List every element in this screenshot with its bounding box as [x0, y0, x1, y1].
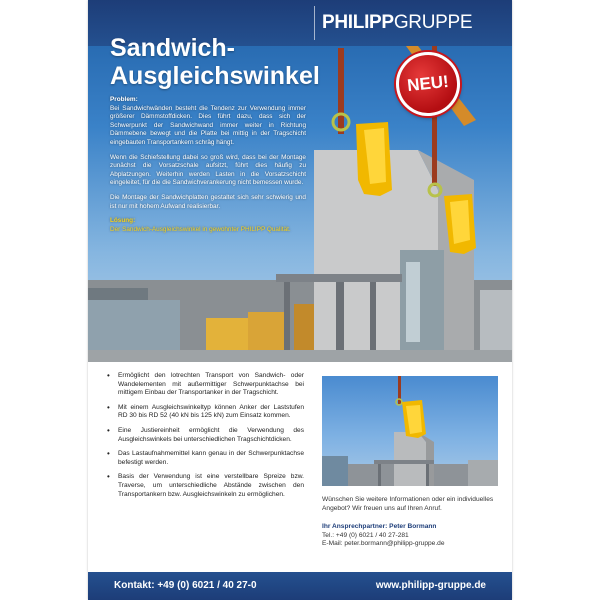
feature-item: • Mit einem Ausgleichswinkeltyp können Anker der Laststufen RD 30 bis RD 52 (40 kN bis 125 kN) zum Einsatz kommen. — [104, 404, 304, 421]
brand-logo[interactable] — [322, 12, 472, 34]
product-photo — [322, 376, 498, 486]
title-line-1: Sandwich- — [110, 34, 236, 62]
contact-phone[interactable]: Tel.: +49 (0) 6021 / 40 27-281 — [322, 531, 409, 539]
title-line-2: Ausgleichswinkel — [110, 62, 320, 90]
brand-logo-bold: PHILIPP — [322, 12, 394, 33]
problem-paragraph-1: Bei Sandwichwänden besteht die Tendenz zur Verwendung immer größerer Dämmstoffdicken. Dies führt dazu, dass sich der Schwerpunkt der Sandwichwand immer weiter in Richtung Dämmebene bewegt und die Platte bei mittig in der Tragschicht eingebauten Transportankern schräg hängt. — [110, 104, 306, 146]
flyer-page — [88, 0, 512, 600]
solution-text: Der Sandwich-Ausgleichswinkel in gewohnter PHILIPP Qualität. — [110, 225, 291, 233]
brand-logo-rest: GRUPPE — [393, 12, 473, 33]
new-badge: NEU! — [393, 49, 463, 119]
problem-paragraph-2: Wenn die Schiefstellung dabei so groß wird, dass bei der Montage zunächst die Vorsatzschale aufsitzt, führt dies häufig zu Abplatzungen. Weiterhin werden Lasten in die Vorsatzschicht eingeleitet, für die die Sandwichverankerung nicht bemessen wurde. — [110, 153, 306, 187]
feature-item: • Basis der Verwendung ist eine verstellbare Spreize bzw. Traverse, um unterschiedliche Abstände zwischen den Transportankern bzw. Ausgleichswinkeln zu ermöglichen. — [104, 473, 304, 499]
solution-label: Lösung: — [110, 217, 136, 225]
footer-website-link[interactable]: www.philipp-gruppe.de — [375, 580, 486, 591]
contact-question: Wünschen Sie weitere Informationen oder ein individuelles Angebot? Wir freuen uns auf Ihren Anruf. — [322, 496, 494, 512]
contact-email[interactable]: E-Mail: peter.bormann@philipp-gruppe.de — [322, 540, 445, 548]
feature-item: • Eine Justiereinheit ermöglicht die Verwendung des Ausgleichswinkels bei unterschiedlichen Tragschichtdicken. — [104, 427, 304, 444]
intro-text — [110, 96, 306, 240]
feature-item: • Ermöglicht den lotrechten Transport von Sandwich- oder Wandelementen mit außermittiger Schwerpunktachse bei mittigem Einbau der Transportanker in der Tragschicht. — [104, 372, 304, 398]
footer-contact[interactable]: Kontakt: +49 (0) 6021 / 40 27-0 — [114, 580, 257, 591]
page-title — [110, 34, 320, 90]
feature-list — [104, 372, 304, 505]
hero-photo — [88, 0, 512, 362]
contact-box — [322, 496, 498, 549]
footer-bar — [88, 572, 512, 600]
problem-paragraph-3: Die Montage der Sandwichplatten gestaltet sich sehr schwierig und ist nur mit hohem Aufwand realisierbar. — [110, 193, 306, 210]
product-photo-illustration — [322, 376, 498, 486]
feature-item: • Das Lastaufnahmemittel kann genau in der Schwerpunktachse befestigt werden. — [104, 450, 304, 467]
contact-person: Ihr Ansprechpartner: Peter Bormann — [322, 523, 437, 531]
problem-label: Problem: — [110, 96, 138, 103]
